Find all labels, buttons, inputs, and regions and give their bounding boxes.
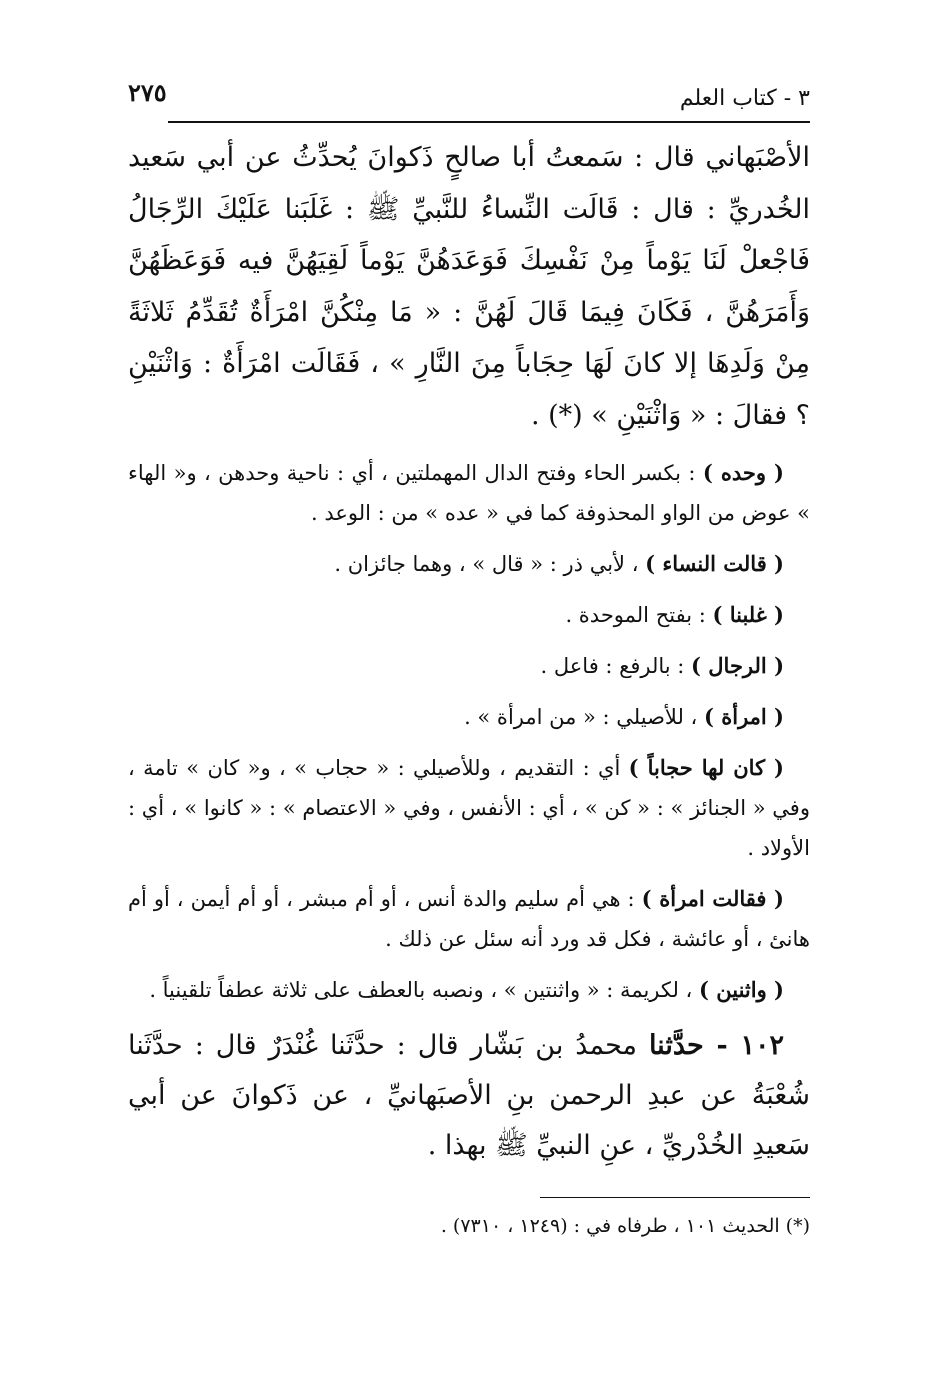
note-text: أي : التقديم ، وللأصيلي : « حجاب » ، و« كان » تامة ، وفي « الجنائز » : « كن » ، أي : الأنفس ، وفي « الاعتصام » : « كانوا » ، أي : الأولاد .	[128, 756, 810, 860]
running-title: ٣ - كتاب العلم	[679, 86, 810, 111]
book-page	[128, 70, 810, 1360]
commentary-notes	[128, 453, 810, 1010]
note-faqalat-imraah	[128, 879, 810, 959]
page-number: ٢٧٥	[128, 78, 167, 107]
hadith-number-lead: ١٠٢ - حدَّثنا	[648, 1030, 784, 1061]
note-term: ( قالت النساء )	[645, 551, 784, 576]
note-term: ( غلبنا )	[712, 602, 784, 627]
note-ghalabana	[128, 595, 810, 635]
note-kana-laha-hijaban	[128, 748, 810, 868]
footnote: (*) الحديث ١٠١ ، طرفاه في : (١٢٤٩ ، ٧٣١٠) .	[440, 1215, 810, 1237]
note-wahdahu	[128, 453, 810, 533]
note-qalat-al-nisa	[128, 544, 810, 584]
note-imraah	[128, 697, 810, 737]
header-rule	[168, 121, 810, 123]
hadith-text: محمدُ بن بَشّار قال : حدَّثَنا غُنْدَرٌ قال : حدَّثَنا شُعْبَةُ عن عبدِ الرحمن بنِ الأصبَهانيِّ ، عن ذَكوانَ عن أبي سَعيدِ الخُدْريِّ ، عنِ النبيِّ ﷺ بهذا .	[128, 1030, 810, 1161]
note-term: ( فقالت امرأة )	[641, 886, 784, 911]
page-header	[128, 70, 810, 122]
note-text: ، للأصيلي : « من امرأة » .	[464, 705, 704, 729]
note-text: : بالرفع : فاعل .	[540, 654, 692, 678]
note-text: ، لكريمة : « واثنتين » ، ونصبه بالعطف على ثلاثة عطفاً تلقينياً .	[149, 978, 700, 1002]
note-term: ( واثنين )	[699, 977, 784, 1002]
note-text: : هي أم سليم والدة أنس ، أو أم مبشر ، أو أم أيمن ، أو أم هانئ ، أو عائشة ، فكل قد ورد أنه سئل عن ذلك .	[128, 887, 810, 951]
note-term: ( الرجال )	[691, 653, 784, 678]
note-wathnayn	[128, 970, 810, 1010]
hadith-102	[128, 1021, 810, 1171]
note-text: : بفتح الموحدة .	[565, 603, 713, 627]
note-term: ( وحده )	[702, 460, 784, 485]
note-term: ( كان لها حجاباً )	[628, 755, 784, 780]
note-al-rijal	[128, 646, 810, 686]
hadith-main-text: الأصْبَهاني قال : سَمعتُ أبا صالحٍ ذَكوانَ يُحدِّثُ عن أبي سَعيد الخُدريِّ : قال : قَالَت النِّساءُ للنَّبيِّ ﷺ : غَلَبَنا عَلَيْكَ الرِّجَالُ فَاجْعلْ لَنَا يَوْماً مِنْ نَفْسِكَ فَوَعَدَهُنَّ يَوْماً لَقِيَهُنَّ فيه فَوَعَظَهُنَّ وَأَمَرَهُنَّ ، فَكَانَ فِيمَا قَالَ لَهُنَّ : « مَا مِنْكُنَّ امْرَأَةٌ تُقَدِّمُ ثَلاثَةً مِنْ وَلَدِهَا إلا كانَ لَهَا حِجَاباً مِنَ النَّارِ » ، فَقَالَت امْرَأَةٌ : وَاثْنَيْنِ ؟ فقالَ : « وَاثْنَيْنِ » (*) .	[128, 142, 810, 431]
footnote-rule	[540, 1197, 810, 1198]
note-term: ( امرأة )	[703, 704, 784, 729]
note-text: : بكسر الحاء وفتح الدال المهملتين ، أي : ناحية وحدهن ، و« الهاء » عوض من الواو المحذوفة كما في « عده » من : الوعد .	[128, 461, 810, 525]
note-text: ، لأبي ذر : « قال » ، وهما جائزان .	[334, 552, 646, 576]
